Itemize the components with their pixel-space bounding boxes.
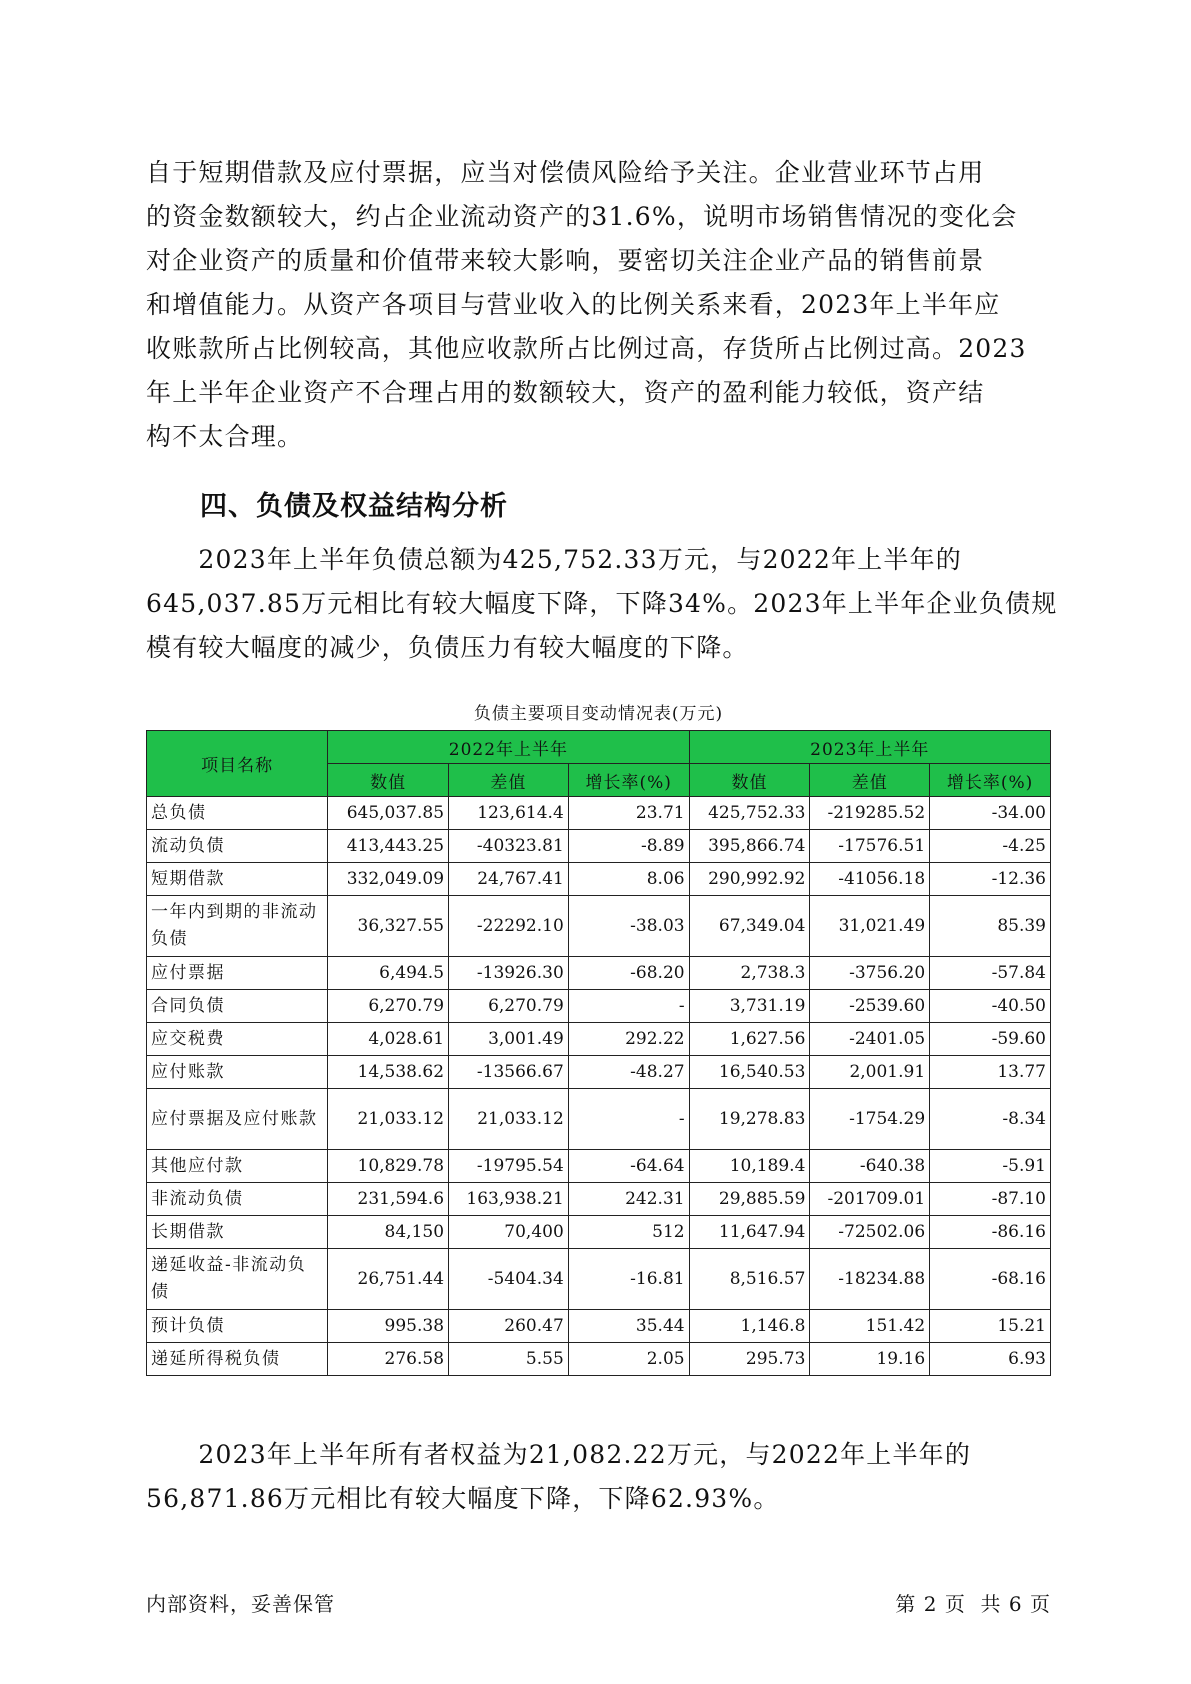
cell-value: 332,049.09 xyxy=(328,863,449,896)
header-period-2022: 2022年上半年 xyxy=(328,731,689,764)
subheader-growth: 增长率(%) xyxy=(568,764,689,797)
paragraph-asset-analysis xyxy=(146,151,1051,459)
cell-value: 6,494.5 xyxy=(328,957,449,990)
cell-value: 995.38 xyxy=(328,1310,449,1343)
paragraph-line: 年上半年企业资产不合理占用的数额较大，资产的盈利能力较低，资产结 xyxy=(146,378,985,407)
cell-value: 231,594.6 xyxy=(328,1183,449,1216)
cell-value: 10,829.78 xyxy=(328,1150,449,1183)
cell-value: 6,270.79 xyxy=(328,990,449,1023)
paragraph-line: 收账款所占比例较高，其他应收款所占比例过高，存货所占比例过高。2023 xyxy=(146,334,1027,363)
table-row xyxy=(147,863,1051,896)
footer-confidential-note: 内部资料，妥善保管 xyxy=(146,1592,335,1616)
cell-value: 2,738.3 xyxy=(689,957,810,990)
cell-value: -8.34 xyxy=(930,1089,1051,1150)
table-row xyxy=(147,1343,1051,1376)
cell-value: -17576.51 xyxy=(810,830,930,863)
paragraph-line: 构不太合理。 xyxy=(146,422,304,451)
subheader-growth: 增长率(%) xyxy=(930,764,1051,797)
cell-value: -57.84 xyxy=(930,957,1051,990)
cell-value: -48.27 xyxy=(568,1056,689,1089)
row-label: 短期借款 xyxy=(147,863,328,896)
cell-value: 2,001.91 xyxy=(810,1056,930,1089)
cell-value: -1754.29 xyxy=(810,1089,930,1150)
paragraph-liability-summary xyxy=(146,538,1058,670)
cell-value: 3,001.49 xyxy=(449,1023,569,1056)
cell-value: -72502.06 xyxy=(810,1216,930,1249)
table-row xyxy=(147,830,1051,863)
cell-value: -68.16 xyxy=(930,1249,1051,1310)
cell-value: -12.36 xyxy=(930,863,1051,896)
cell-value: 16,540.53 xyxy=(689,1056,810,1089)
header-item-name: 项目名称 xyxy=(147,731,328,797)
cell-value: -19795.54 xyxy=(449,1150,569,1183)
table-row xyxy=(147,957,1051,990)
cell-value: - xyxy=(568,1089,689,1150)
cell-value: -18234.88 xyxy=(810,1249,930,1310)
paragraph-line: 自于短期借款及应付票据，应当对偿债风险给予关注。企业营业环节占用 xyxy=(146,158,985,187)
row-label: 应付账款 xyxy=(147,1056,328,1089)
cell-value: 260.47 xyxy=(449,1310,569,1343)
table-row xyxy=(147,1249,1051,1310)
row-label: 应付票据及应付账款 xyxy=(147,1089,328,1150)
cell-value: 15.21 xyxy=(930,1310,1051,1343)
cell-value: 19.16 xyxy=(810,1343,930,1376)
cell-value: 1,146.8 xyxy=(689,1310,810,1343)
cell-value: -2401.05 xyxy=(810,1023,930,1056)
liability-table xyxy=(146,730,1051,1376)
cell-value: 6.93 xyxy=(930,1343,1051,1376)
cell-value: 163,938.21 xyxy=(449,1183,569,1216)
cell-value: 36,327.55 xyxy=(328,896,449,957)
cell-value: 85.39 xyxy=(930,896,1051,957)
cell-value: -640.38 xyxy=(810,1150,930,1183)
row-label: 长期借款 xyxy=(147,1216,328,1249)
row-label: 递延所得税负债 xyxy=(147,1343,328,1376)
cell-value: 292.22 xyxy=(568,1023,689,1056)
paragraph-line: 2023年上半年负债总额为425,752.33万元，与2022年上半年的 xyxy=(146,545,962,574)
cell-value: -5.91 xyxy=(930,1150,1051,1183)
cell-value: -38.03 xyxy=(568,896,689,957)
table-row xyxy=(147,1150,1051,1183)
row-label: 其他应付款 xyxy=(147,1150,328,1183)
cell-value: 295.73 xyxy=(689,1343,810,1376)
cell-value: 21,033.12 xyxy=(328,1089,449,1150)
cell-value: 512 xyxy=(568,1216,689,1249)
cell-value: 1,627.56 xyxy=(689,1023,810,1056)
subheader-diff: 差值 xyxy=(810,764,930,797)
cell-value: 70,400 xyxy=(449,1216,569,1249)
cell-value: -68.20 xyxy=(568,957,689,990)
paragraph-line: 56,871.86万元相比有较大幅度下降，下降62.93%。 xyxy=(146,1484,780,1513)
cell-value: -13566.67 xyxy=(449,1056,569,1089)
cell-value: -22292.10 xyxy=(449,896,569,957)
cell-value: - xyxy=(568,990,689,1023)
table-row xyxy=(147,896,1051,957)
cell-value: 67,349.04 xyxy=(689,896,810,957)
subheader-diff: 差值 xyxy=(449,764,569,797)
row-label: 流动负债 xyxy=(147,830,328,863)
row-label: 总负债 xyxy=(147,797,328,830)
cell-value: 242.31 xyxy=(568,1183,689,1216)
cell-value: -13926.30 xyxy=(449,957,569,990)
cell-value: 123,614.4 xyxy=(449,797,569,830)
paragraph-line: 的资金数额较大，约占企业流动资产的31.6%，说明市场销售情况的变化会 xyxy=(146,202,1018,231)
cell-value: -87.10 xyxy=(930,1183,1051,1216)
cell-value: 395,866.74 xyxy=(689,830,810,863)
cell-value: -34.00 xyxy=(930,797,1051,830)
cell-value: 8.06 xyxy=(568,863,689,896)
cell-value: 13.77 xyxy=(930,1056,1051,1089)
cell-value: -16.81 xyxy=(568,1249,689,1310)
row-label: 预计负债 xyxy=(147,1310,328,1343)
row-label: 应付票据 xyxy=(147,957,328,990)
table-row xyxy=(147,1089,1051,1150)
paragraph-line: 模有较大幅度的减少，负债压力有较大幅度的下降。 xyxy=(146,633,749,662)
cell-value: 24,767.41 xyxy=(449,863,569,896)
table-row xyxy=(147,797,1051,830)
footer-page-number: 第 2 页 共 6 页 xyxy=(895,1592,1051,1616)
table-row xyxy=(147,1216,1051,1249)
cell-value: -201709.01 xyxy=(810,1183,930,1216)
cell-value: 290,992.92 xyxy=(689,863,810,896)
paragraph-line: 和增值能力。从资产各项目与营业收入的比例关系来看，2023年上半年应 xyxy=(146,290,1001,319)
cell-value: 6,270.79 xyxy=(449,990,569,1023)
cell-value: 645,037.85 xyxy=(328,797,449,830)
cell-value: 425,752.33 xyxy=(689,797,810,830)
cell-value: -2539.60 xyxy=(810,990,930,1023)
cell-value: 3,731.19 xyxy=(689,990,810,1023)
cell-value: 4,028.61 xyxy=(328,1023,449,1056)
subheader-value: 数值 xyxy=(328,764,449,797)
cell-value: 151.42 xyxy=(810,1310,930,1343)
cell-value: -40.50 xyxy=(930,990,1051,1023)
table-title: 负债主要项目变动情况表(万元) xyxy=(473,704,724,724)
cell-value: 35.44 xyxy=(568,1310,689,1343)
cell-value: 413,443.25 xyxy=(328,830,449,863)
cell-value: 19,278.83 xyxy=(689,1089,810,1150)
row-label: 合同负债 xyxy=(147,990,328,1023)
paragraph-line: 645,037.85万元相比有较大幅度下降，下降34%。2023年上半年企业负债规 xyxy=(146,589,1058,618)
cell-value: 14,538.62 xyxy=(328,1056,449,1089)
subheader-value: 数值 xyxy=(689,764,810,797)
cell-value: -86.16 xyxy=(930,1216,1051,1249)
cell-value: 84,150 xyxy=(328,1216,449,1249)
cell-value: 21,033.12 xyxy=(449,1089,569,1150)
cell-value: 10,189.4 xyxy=(689,1150,810,1183)
cell-value: -40323.81 xyxy=(449,830,569,863)
cell-value: 276.58 xyxy=(328,1343,449,1376)
table-header-row xyxy=(147,731,1051,764)
cell-value: -8.89 xyxy=(568,830,689,863)
paragraph-line: 对企业资产的质量和价值带来较大影响，要密切关注企业产品的销售前景 xyxy=(146,246,985,275)
table-row xyxy=(147,1023,1051,1056)
cell-value: 26,751.44 xyxy=(328,1249,449,1310)
cell-value: -3756.20 xyxy=(810,957,930,990)
cell-value: 5.55 xyxy=(449,1343,569,1376)
table-row xyxy=(147,1310,1051,1343)
row-label: 递延收益-非流动负债 xyxy=(147,1249,328,1310)
table-row xyxy=(147,990,1051,1023)
cell-value: -219285.52 xyxy=(810,797,930,830)
cell-value: 23.71 xyxy=(568,797,689,830)
row-label: 应交税费 xyxy=(147,1023,328,1056)
paragraph-line: 2023年上半年所有者权益为21,082.22万元，与2022年上半年的 xyxy=(146,1440,972,1469)
row-label: 非流动负债 xyxy=(147,1183,328,1216)
cell-value: -5404.34 xyxy=(449,1249,569,1310)
header-period-2023: 2023年上半年 xyxy=(689,731,1050,764)
section-heading: 四、负债及权益结构分析 xyxy=(200,491,508,522)
table-row xyxy=(147,1056,1051,1089)
row-label: 一年内到期的非流动负债 xyxy=(147,896,328,957)
cell-value: -59.60 xyxy=(930,1023,1051,1056)
cell-value: 8,516.57 xyxy=(689,1249,810,1310)
cell-value: -64.64 xyxy=(568,1150,689,1183)
cell-value: 11,647.94 xyxy=(689,1216,810,1249)
paragraph-equity-summary xyxy=(146,1433,1051,1521)
cell-value: -41056.18 xyxy=(810,863,930,896)
cell-value: -4.25 xyxy=(930,830,1051,863)
cell-value: 29,885.59 xyxy=(689,1183,810,1216)
cell-value: 2.05 xyxy=(568,1343,689,1376)
cell-value: 31,021.49 xyxy=(810,896,930,957)
table-row xyxy=(147,1183,1051,1216)
